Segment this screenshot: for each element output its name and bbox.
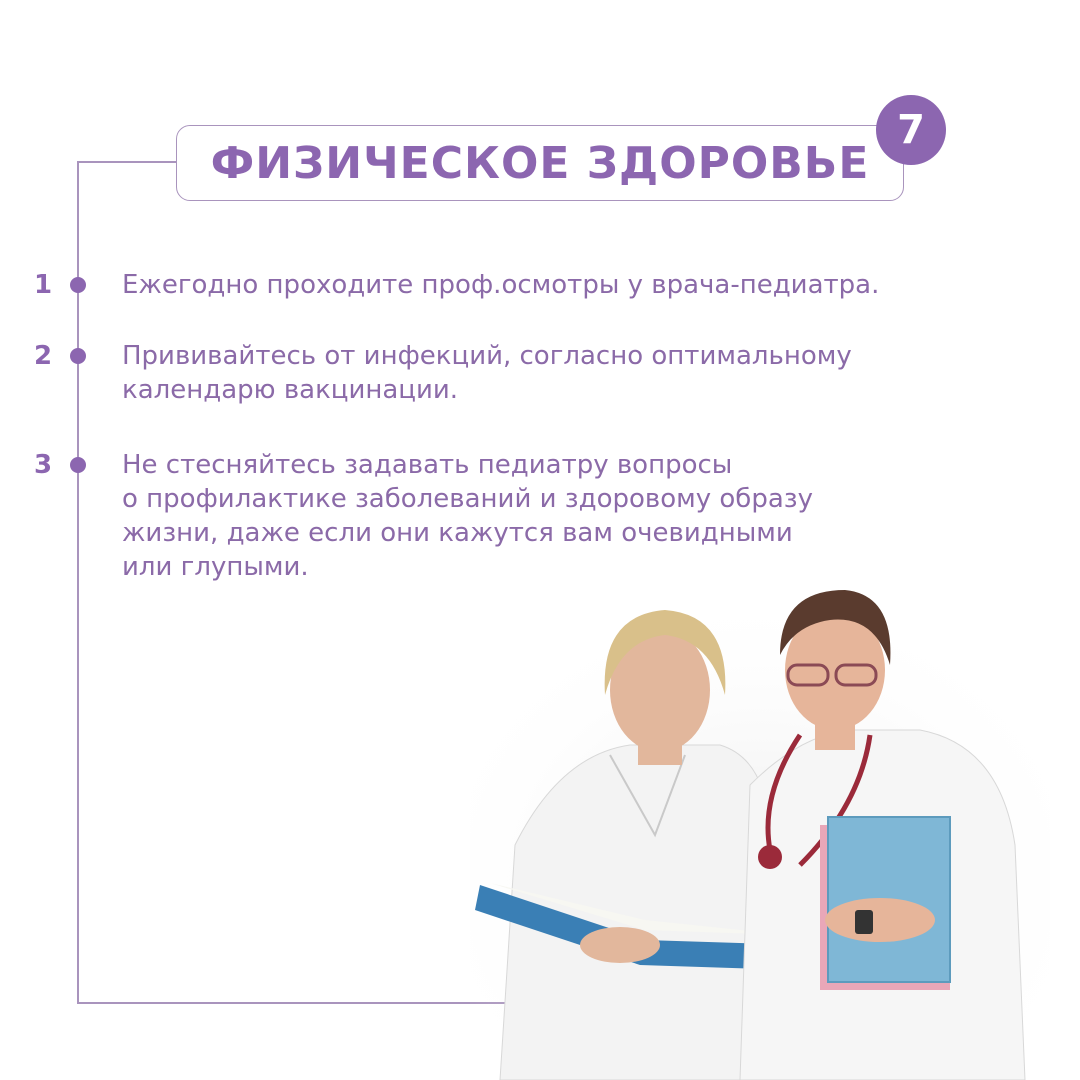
list-item-text	[122, 448, 1022, 584]
bullet-dot	[70, 348, 86, 364]
list-item-line: или глупыми.	[122, 552, 309, 582]
list-item-line: о профилактике заболеваний и здоровому образу	[122, 484, 813, 514]
frame-top-line	[77, 161, 177, 163]
list-item-number: 2	[33, 341, 53, 371]
list-item-line: Прививайтесь от инфекций, согласно оптимальному	[122, 341, 852, 371]
list-item-line: Не стесняйтесь задавать педиатру вопросы	[122, 450, 733, 480]
list-item-number: 3	[33, 450, 53, 480]
page-title: ФИЗИЧЕСКОЕ ЗДОРОВЬЕ	[210, 138, 870, 189]
bullet-dot	[70, 277, 86, 293]
title-box	[176, 125, 904, 201]
bullet-dot	[70, 457, 86, 473]
list-item-text	[122, 339, 1022, 407]
list-item-number: 1	[33, 270, 53, 300]
list-item-line: жизни, даже если они кажутся вам очевидными	[122, 518, 793, 548]
doctors-photo	[470, 585, 1050, 1080]
number-badge: 7	[876, 95, 946, 165]
list-item-line: календарю вакцинации.	[122, 375, 459, 405]
list-item-text	[122, 268, 1022, 302]
list-item-line: Ежегодно проходите проф.осмотры у врача-педиатра.	[122, 270, 880, 300]
